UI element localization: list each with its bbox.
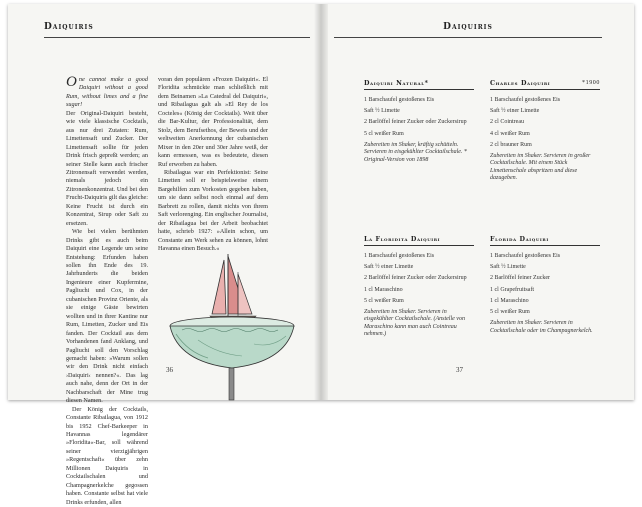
recipe-year: *1900 [582, 80, 600, 86]
ingredient: 1 cl Maraschino [364, 286, 403, 293]
recipe-instructions: Zubereiten im Shaker, kräftig schütteln. Servieren in eisgekühlter Cocktailschale. * Original-Version von 1898 [364, 141, 467, 163]
ingredient: 5 cl weißer Rum [490, 308, 530, 315]
book-gutter-shadow [314, 4, 328, 400]
lead-paragraph [66, 76, 148, 110]
recipe-instructions: Zubereiten im Shaker. Servieren in Cocktailschale oder im Champagnerkelch. [490, 320, 593, 334]
body-paragraph-1: Der Original-Daiquiri besteht, wie viele klassische Cocktails, aus nur drei Zutaten: Rum, Limettensaft und Zucker. Der Limettensaft sollte für jeden Drink frisch gepreßt werden; an seiner Stelle kann auch frischer Zitronensaft verwendet werden, niemals jedoch ein Zitronenkonzentrat. Und bei den Frucht-Daiquiris gilt das gleiche: Keine Frucht ist durch ein Konzentrat, Sirup oder Saft zu ersetzen. [66, 109, 148, 227]
ingredient: Saft ½ Limette [364, 108, 400, 115]
recipe-instructions: Zubereiten im Shaker. Servieren in eisgekühlter Cocktailschale. (Anstelle von Maraschino kann man auch Cointreau nehmen.) [364, 308, 465, 338]
ingredient: 2 cl brauner Rum [490, 141, 532, 148]
drop-cap: O [66, 74, 77, 90]
ingredient: 2 Barlöffel feiner Zucker oder Zuckersirup [364, 119, 467, 126]
ingredient: 5 cl weißer Rum [364, 130, 404, 137]
ingredient: 5 cl weißer Rum [364, 297, 404, 304]
ingredient: 1 cl Maraschino [490, 297, 529, 304]
ingredient: Saft ½ Limette [490, 264, 526, 271]
body-paragraph-4: voran den populären »Frozen Daiquiri«. El Floridita schmückte man schließlich mit dem Beinamen »La Catedral del Daiquiri«, und Ribailagua galt als »El Rey de los Cocteles« (König der Cocktails). Weit über die Bar-Kultur, der Professionalität, dem Stolz, dem Berufsethos, der Beweis und der weltweiten Anerkennung der cubanischen Mixer in den 20er und 30er Jahre weiß, der kann ermessen, was es bedeutete, diesen Ruf erworben zu haben. [158, 76, 268, 168]
recipe-florida-daiquiri [490, 236, 600, 335]
recipe-title: La Floridita Daiquiri [364, 236, 474, 246]
left-column-2 [158, 76, 268, 254]
lead-text: ne cannot make a good Daiquiri without a good Rum, without limes and a fine sugar! [66, 76, 148, 109]
right-page-number: 37 [456, 366, 463, 374]
recipe-charles-daiquiri [490, 80, 600, 183]
ingredient: Saft ½ einer Limette [490, 108, 540, 115]
left-running-head [44, 16, 310, 38]
ingredient: 2 Barlöffel feiner Zucker oder Zuckersirup [364, 275, 467, 282]
recipe-instructions: Zubereiten im Shaker. Servieren in großer Cocktailschale. Mit einem Stück Limettenschale abspritzen und diese dazugeben. [490, 152, 591, 182]
left-running-head-text: Daiquiris [44, 22, 94, 32]
recipe-title: Charles Daiquiri *1900 [490, 80, 600, 90]
recipe-la-floridita-daiquiri [364, 236, 474, 339]
ingredient: 4 cl weißer Rum [490, 130, 530, 137]
body-paragraph-2: Wie bei vielen berühmten Drinks gibt es auch beim Daiquiri eine Legende um seine Entstehung: Erfunden haben sollen ihn Ende des 19. Jahrhunderts die beiden Ingenieure einer Kupfermine, Pagliuchi und Cox, in der cubanischen Provinz Oriente, als sie einige Gäste bewirten wollten und in ihrer Kantine nur Rum, Limetten, Zucker und Eis fanden. Der Cocktail aus dem Vorhandenen fand Anklang, und Pagliuchi soll den Vorschlag gemacht haben: »Warum sollen wir den Drink nicht einfach ›Daiquiri‹ nennen?«. Das lag auch nahe, denn der Ort in der Nachbarschaft der Mine trug diesen Namen. [66, 228, 148, 405]
left-page-number: 36 [166, 366, 173, 374]
ingredient: 1 Barschaufel gestoßenes Eis [490, 253, 561, 259]
ingredient: 2 Barlöffel feiner Zucker [490, 275, 551, 282]
book-spread [8, 4, 634, 506]
ingredient: 1 cl Grapefruitsaft [490, 286, 534, 293]
ingredient: Saft ½ einer Limette [364, 264, 414, 271]
left-column-1 [66, 76, 148, 507]
body-paragraph-3: Der König der Cocktails, Constante Ribailagua, von 1912 bis 1952 Chef-Barkeeper in Havannas legendärer »Floridita«-Bar, soll während seiner vierzigjährigen »Regentschaft« über zehn Millionen Daiquiris in Cocktailschalen und Champagnerkelche gegossen haben. Constante selbst hat viele Drinks erfunden, allen [66, 405, 148, 506]
sailboat-cocktail-illustration [168, 244, 298, 400]
right-running-head-text: Daiquiris [443, 22, 493, 32]
ingredient: 1 Barschaufel gestoßenes Eis [364, 97, 435, 103]
ingredient: 2 cl Cointreau [490, 119, 524, 126]
right-page [320, 4, 634, 400]
left-page [8, 4, 320, 506]
ingredient: 1 Barschaufel gestoßenes Eis [490, 97, 561, 103]
ingredient: 1 Barschaufel gestoßenes Eis [364, 253, 435, 259]
recipe-title: Daiquiri Natural* [364, 80, 474, 90]
recipe-daiquiri-natural [364, 80, 474, 164]
right-running-head [334, 16, 602, 38]
recipe-title: Florida Daiquiri [490, 236, 600, 246]
body-paragraph-5: Ribailagua war ein Perfektionist: Seine Limetten soll er beispielsweise einem Bargehilfen zum Vorkosten gegeben haben, um sie dann selbst noch einmal auf dem Barbrett zu rollen, damit nichts von ihrem Saft verlorenging. Ein englischer Journalist, der Ribailagua bei der Arbeit beobachtet hatte, schrieb 1927: »Allein schon, um Constante am Werk sehen zu können, lohnt Havanna einen Besuch.« [158, 168, 268, 253]
